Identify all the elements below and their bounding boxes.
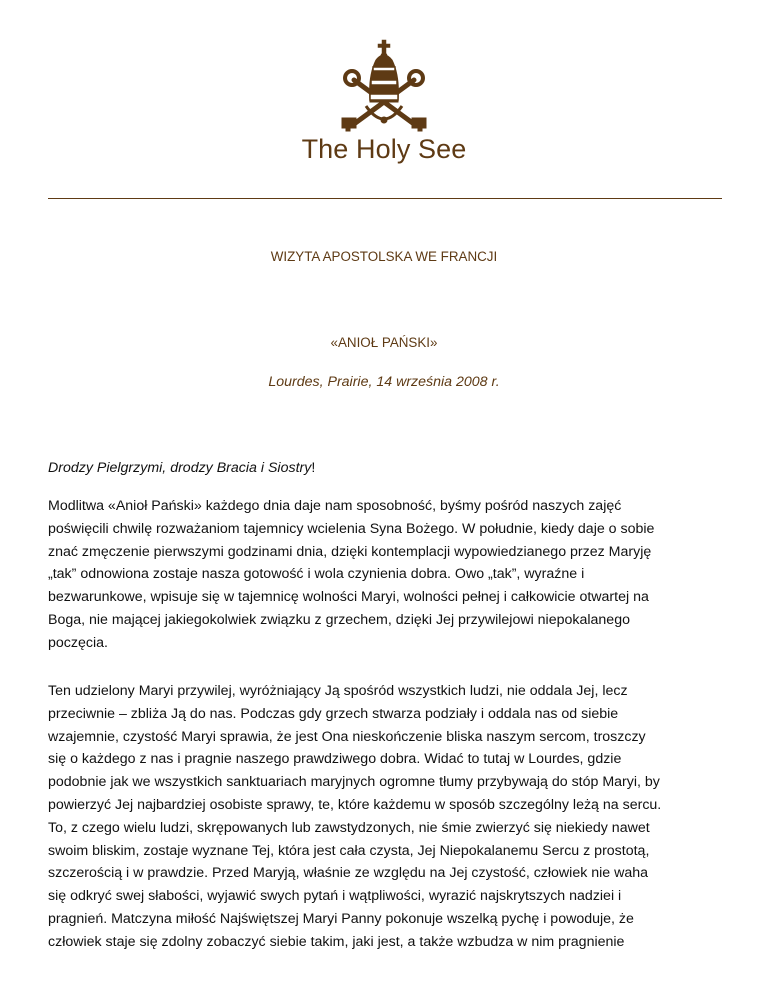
greeting [48,460,315,476]
paragraph-line: Boga, nie mającej jakiegokolwiek związku z grzechem, dzięki Jej przywilejowi niepokalanego [48,611,630,628]
paragraph-1 [48,495,728,655]
paragraph-line: swoim bliskim, zostaje wyznane Tej, która jest cała czysta, Jej Niepokalanemu Sercu z prostotą, [48,842,650,859]
place-date: Lourdes, Prairie, 14 września 2008 r. [268,374,500,390]
paragraph-line: bezwarunkowe, wpisuje się w tajemnicę wolności Maryi, wolności pełnej i całkowicie otwartej na [48,589,649,606]
paragraph-line: człowiek staje się zdolny zobaczyć siebie takim, jaki jest, a także wzbudza w nim pragnienie [48,933,625,950]
paragraph-line: „tak” odnowiona zostaje nasza gotowość i wola czynienia dobra. Owo „tak”, wyraźne i [48,566,585,583]
header-divider [48,198,722,199]
paragraph-line: Ten udzielony Maryi przywilej, wyróżniający Ją spośród wszystkich ludzi, nie oddala Jej, lecz [48,683,628,699]
paragraph-line: poczęcia. [48,634,108,651]
paragraph-line: To, z czego wielu ludzi, skrępowanych lub zawstydzonych, nie śmie zwierzyć się niekiedy nawet [48,819,650,836]
paragraph-2 [48,680,728,954]
document-subject: «ANIOŁ PAŃSKI» [330,335,438,350]
paragraph-line: przeciwnie – zbliża Ją do nas. Podczas gdy grzech stwarza podziały i oddala nas od siebie [48,705,619,722]
paragraph-line: się odkryć swej słabości, wyjawić swych pytań i wątpliwości, wyrazić najskrytszych nadziei i [48,888,622,905]
greeting-punctuation: ! [311,460,316,476]
paragraph-line: Modlitwa «Anioł Pański» każdego dnia daje nam sposobność, byśmy pośród naszych zajęć [48,498,622,514]
paragraph-line: się o każdego z nas i pragnie naszego prawdziwego dobra. Widać to tutaj w Lourdes, gdzie [48,751,622,768]
papal-coat-of-arms-icon [336,36,432,134]
site-title: The Holy See [301,134,467,164]
greeting-text: Drodzy Pielgrzymi, drodzy Bracia i Siostry [48,460,312,476]
visit-title: WIZYTA APOSTOLSKA WE FRANCJI [270,249,498,264]
paragraph-line: szczerością i w prawdzie. Przed Maryją, właśnie ze względu na Jej czystość, człowiek nie waha [48,865,649,882]
paragraph-line: podobnie jak we wszystkich sanktuariach maryjnych ogromne tłumy przybywają do stóp Maryi, by [48,774,660,791]
paragraph-line: poświęcili chwilę rozważaniom tajemnicy wcielenia Syna Bożego. W południe, kiedy daje o sobie [48,520,655,537]
paragraph-line: powierzyć Jej najbardziej osobiste sprawy, te, które każdemu w sposób szczególny leżą na sercu. [48,796,662,813]
paragraph-line: znać zmęczenie pierwszymi godzinami dnia, dzięki kontemplacji wypowiedzianego przez Maryję [48,543,652,560]
paragraph-line: pragnień. Matczyna miłość Najświętszej Maryi Panny pokonuje wszelką pychę i powoduje, że [48,910,634,927]
paragraph-line: wzajemnie, czystość Maryi sprawia, że jest Ona nieskończenie bliska naszym sercom, troszczy [48,728,646,745]
